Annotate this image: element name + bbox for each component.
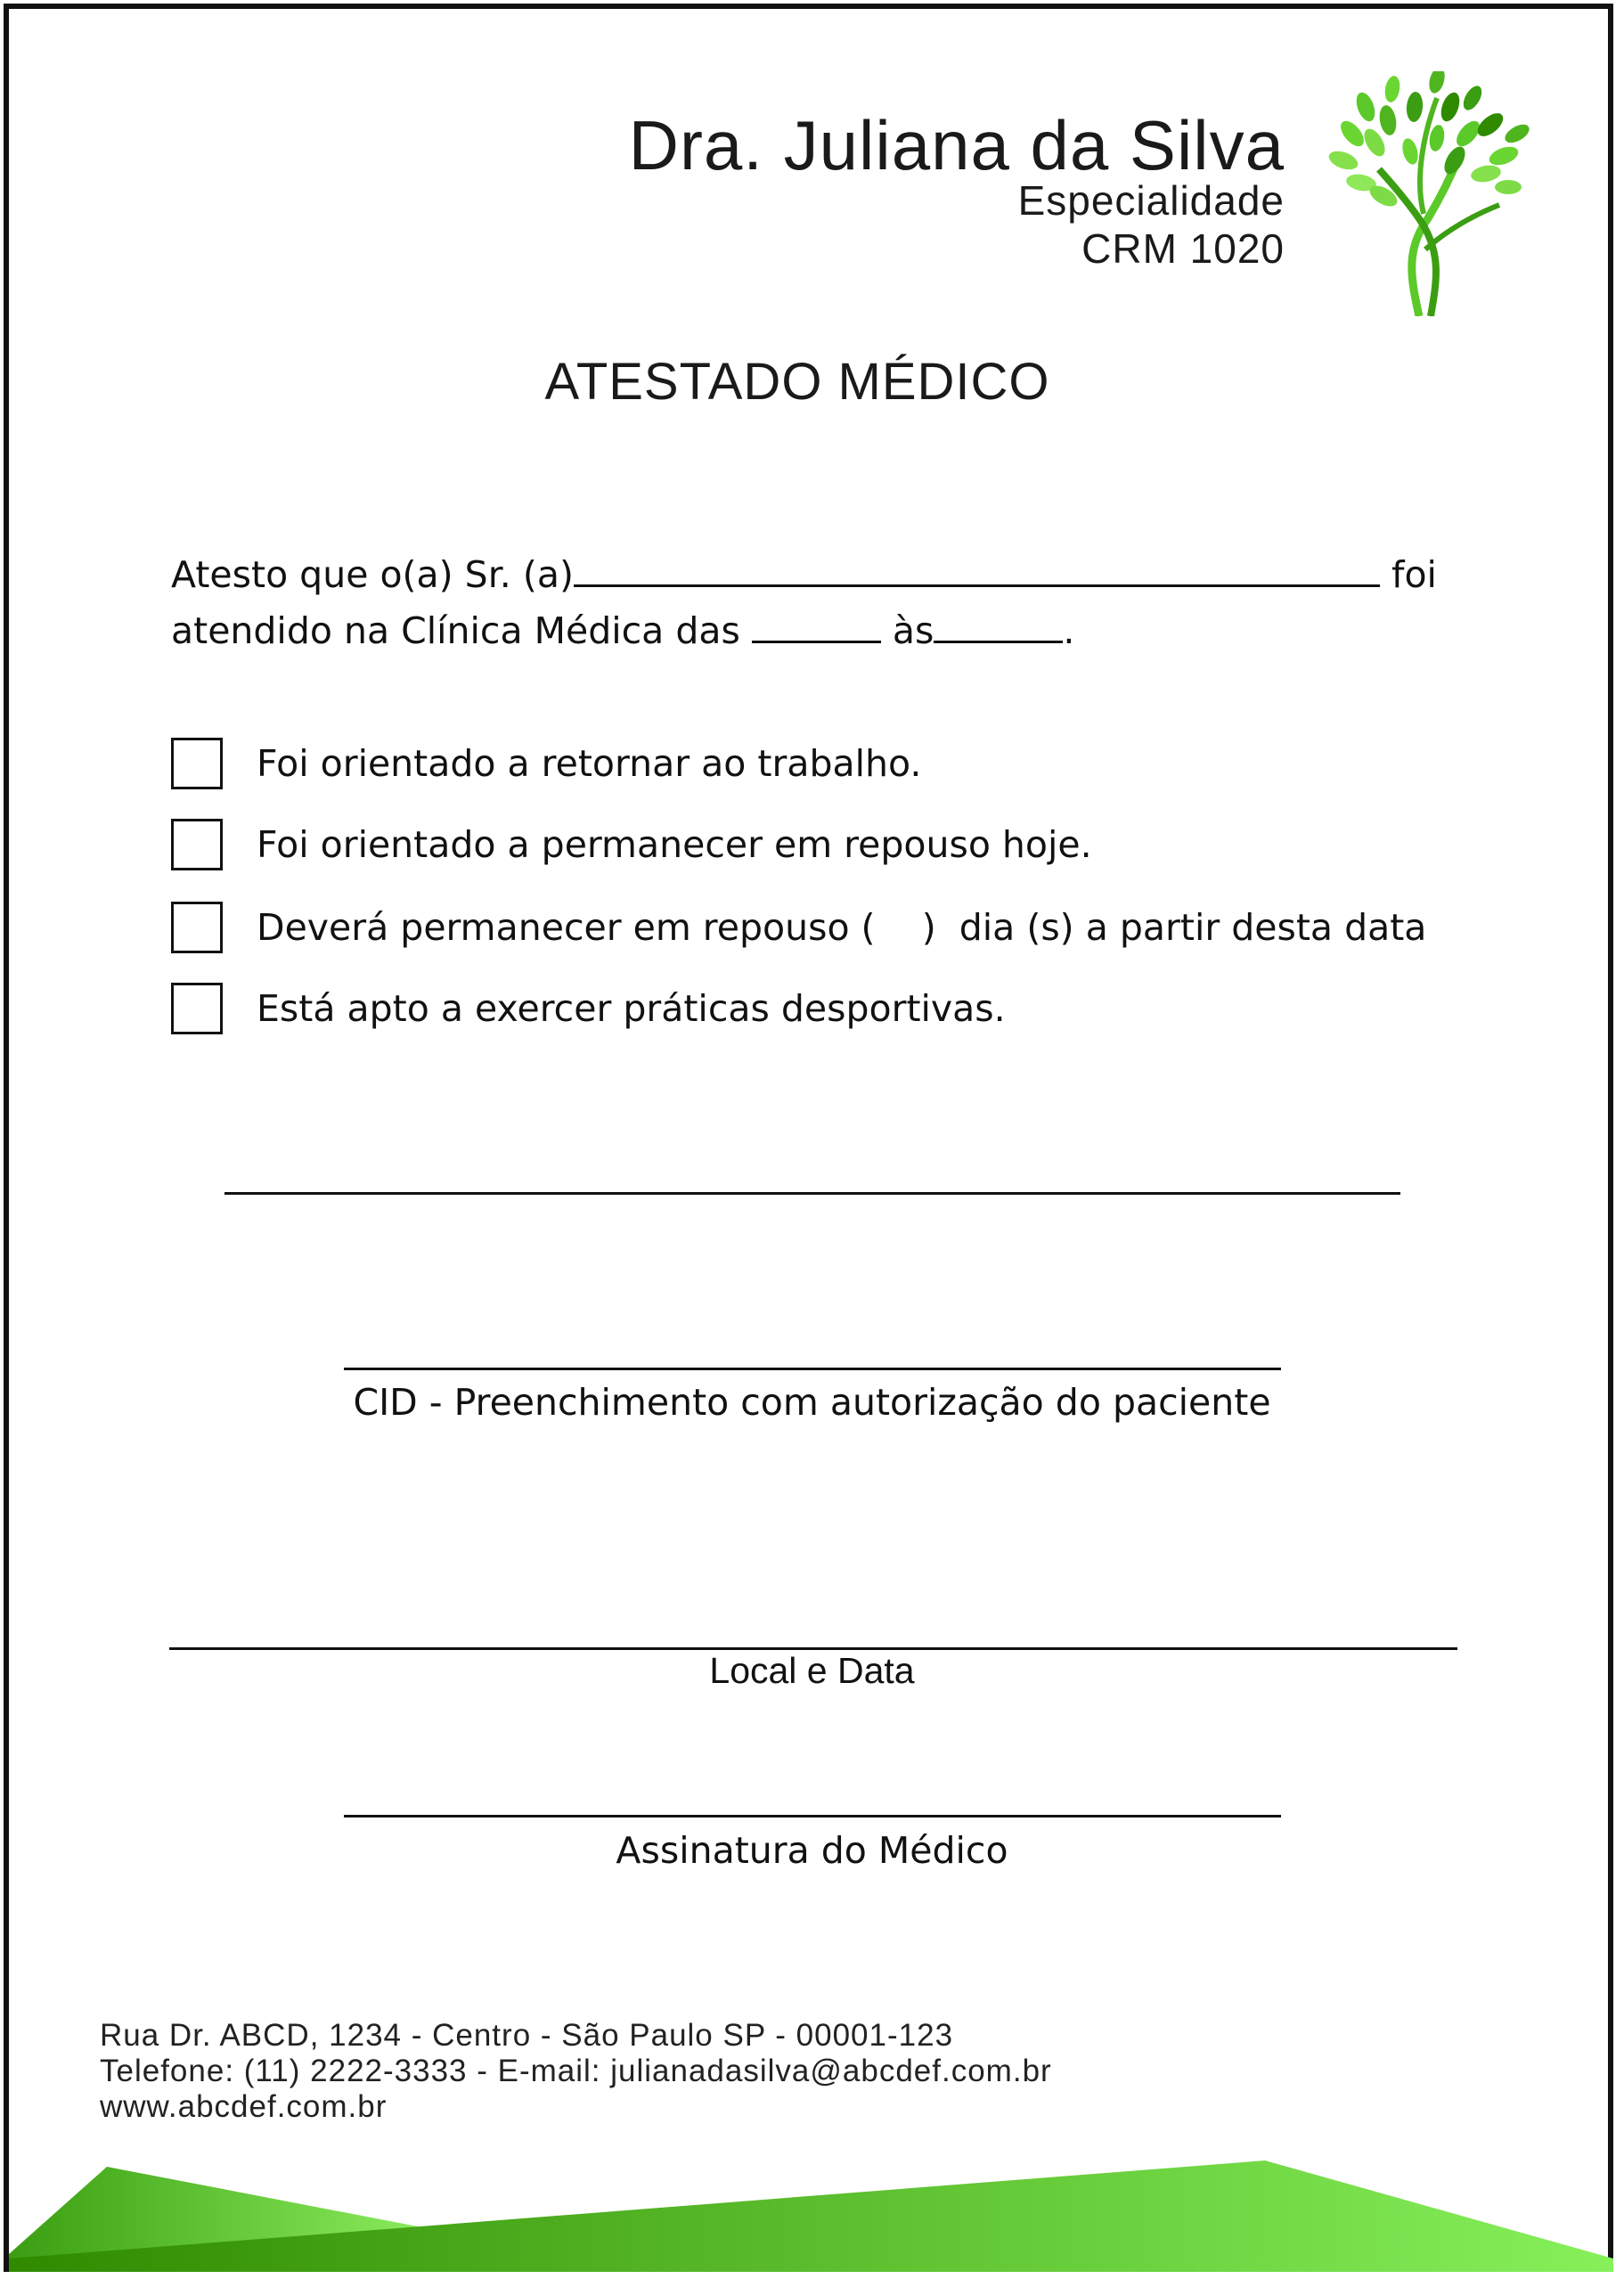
option-label: Foi orientado a retornar ao trabalho. bbox=[257, 742, 922, 785]
checkbox[interactable] bbox=[171, 983, 223, 1034]
doctor-specialty: Especialidade bbox=[1017, 177, 1285, 224]
document-title: ATESTADO MÉDICO bbox=[544, 353, 1050, 411]
statement-line-1 bbox=[171, 552, 1437, 596]
checkbox[interactable] bbox=[171, 738, 223, 789]
option-sports-fit[interactable] bbox=[171, 983, 1006, 1034]
cid-line[interactable] bbox=[344, 1368, 1281, 1370]
option-rest-days[interactable] bbox=[171, 902, 1426, 953]
end-time-field[interactable] bbox=[934, 609, 1063, 643]
checkbox[interactable] bbox=[171, 819, 223, 870]
footer-website: www.abcdef.com.br bbox=[100, 2089, 388, 2124]
doctor-crm: CRM 1020 bbox=[1081, 225, 1285, 272]
option-label: Deverá permanecer em repouso ( ) dia (s) a partir desta data bbox=[257, 906, 1427, 949]
statement-line-2 bbox=[171, 609, 1074, 652]
cid-label: CID - Preenchimento com autorização do paciente bbox=[353, 1381, 1271, 1424]
statement-suffix: foi bbox=[1391, 553, 1437, 596]
option-rest-today[interactable] bbox=[171, 819, 1092, 870]
checkbox[interactable] bbox=[171, 902, 223, 953]
doctor-name: Dra. Juliana da Silva bbox=[628, 106, 1285, 184]
footer-wave-decoration bbox=[9, 2156, 1613, 2272]
option-label: Foi orientado a permanecer em repouso hoje. bbox=[257, 823, 1092, 866]
footer-address: Rua Dr. ABCD, 1234 - Centro - São Paulo SP - 00001-123 bbox=[100, 2018, 954, 2053]
option-label: Está apto a exercer práticas desportivas. bbox=[257, 987, 1006, 1030]
place-date-label: Local e Data bbox=[709, 1650, 915, 1691]
statement-line2-suffix: . bbox=[1063, 609, 1075, 652]
footer-contact: Telefone: (11) 2222-3333 - E-mail: julianadasilva@abcdef.com.br bbox=[100, 2054, 1052, 2088]
tree-logo-icon bbox=[1326, 71, 1530, 316]
signature-label: Assinatura do Médico bbox=[616, 1829, 1008, 1872]
option-return-to-work[interactable] bbox=[171, 738, 921, 789]
notes-line[interactable] bbox=[224, 1192, 1400, 1195]
tree-leaves bbox=[1326, 71, 1530, 210]
start-time-field[interactable] bbox=[752, 609, 881, 643]
signature-line[interactable] bbox=[344, 1815, 1281, 1817]
patient-name-field[interactable] bbox=[574, 552, 1380, 587]
page-border bbox=[4, 4, 1613, 2272]
statement-line2-middle: às bbox=[892, 609, 934, 652]
statement-prefix: Atesto que o(a) Sr. (a) bbox=[171, 553, 574, 596]
statement-line2-prefix: atendido na Clínica Médica das bbox=[171, 609, 740, 652]
